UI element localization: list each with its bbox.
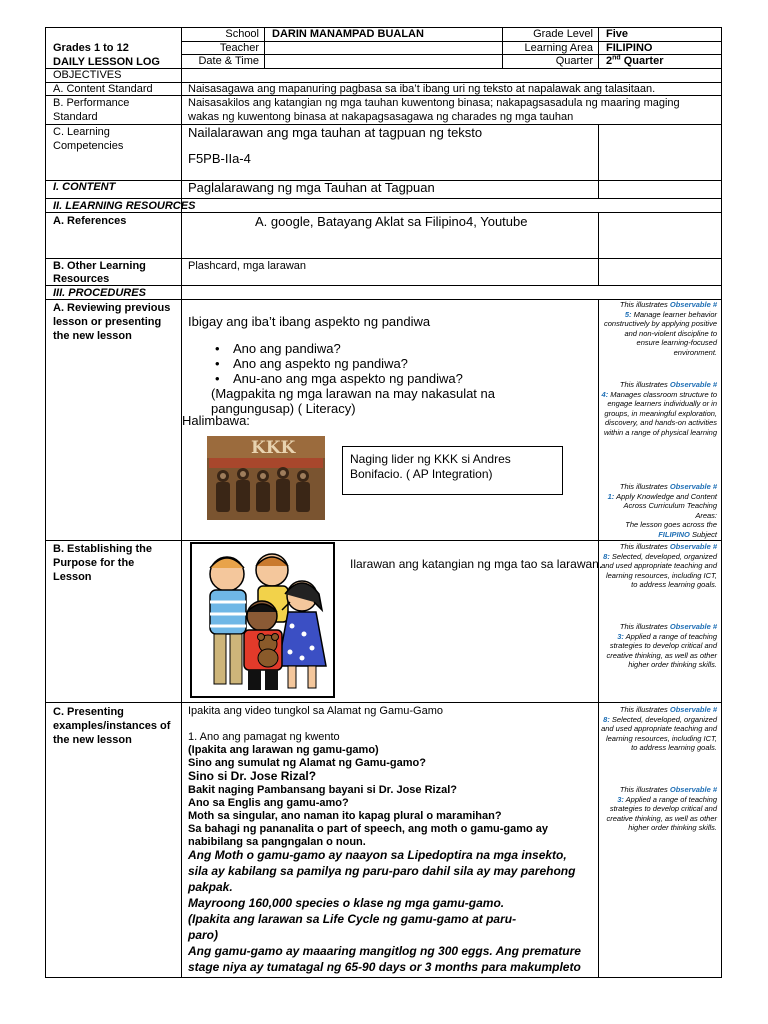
procedure-c-line: Mayroong 160,000 species o klase ng mga gamu-gamo. [188, 896, 505, 910]
competency-code: F5PB-IIa-4 [188, 151, 251, 166]
content-standard-label: A. Content Standard [53, 83, 153, 95]
kkk-illustration [207, 436, 325, 520]
kkk-caption: Naging lider ng KKK si Andres [350, 452, 511, 466]
procedure-c-line: (Ipakita ang larawan sa Life Cycle ng gamu-gamo at paru- [188, 912, 517, 926]
procedure-c-line: Ang gamu-gamo ay maaaring mangitlog ng 300 eggs. Ang premature [188, 944, 581, 958]
kkk-flag-text: KKK [251, 438, 296, 458]
children-illustration [190, 542, 335, 698]
competency-text: Nailalarawan ang mga tauhan at tagpuan ng teksto [188, 125, 483, 140]
references-label: A. References [53, 215, 127, 227]
procedure-a-note: (Magpakita ng mga larawan na may nakasulat na [211, 386, 495, 401]
procedure-c-line: Ang Moth o gamu-gamo ay naayon sa Lipedoptira na mga insekto, [188, 848, 567, 862]
procedure-a-label: A. Reviewing previous lesson or presenting the new lesson [53, 302, 171, 342]
competencies-label-2: Competencies [53, 140, 124, 152]
procedure-c-line: 1. Ano ang pamagat ng kwento [188, 731, 340, 743]
other-resources-label: B. Other Learning [53, 260, 146, 272]
datetime-label: Date & Time [198, 55, 259, 67]
other-resources-label-2: Resources [53, 273, 110, 285]
procedure-c-line: Bakit naging Pambansang bayani si Dr. Jose Rizal? [188, 784, 457, 796]
procedure-c-line: sila ay kabilang sa pamilya ng paru-paro dahil sila ay may parehong [188, 864, 576, 878]
procedure-c-line: Ano sa Englis ang gamu-amo? [188, 797, 349, 809]
procedure-c-line: paro) [188, 928, 218, 942]
log-title: DAILY LESSON LOG [53, 56, 160, 68]
procedure-c-line: Ipakita ang video tungkol sa Alamat ng Gamu-Gamo [188, 705, 443, 717]
competencies-label: C. Learning [53, 126, 110, 138]
school-label: School [225, 28, 259, 40]
observable-note-3: This illustrates Observable # 3: Applied a range of teaching strategies to develop critical and creative thinking, as well as other higher order thinking skills. [606, 622, 717, 669]
learning-resources-heading: II. LEARNING RESOURCES [53, 200, 196, 212]
learning-area-label: Learning Area [524, 42, 593, 54]
content-value: Paglalarawang ng mga Tauhan at Tagpuan [188, 180, 435, 195]
observable-note-4: This illustrates Observable # 4: Manages classroom structure to engage learners individually or in groups, in meaningful exploration, discovery, and hands-on activities within a range of physical learning [601, 380, 717, 437]
procedure-c-line: Moth sa singular, ano naman ito kapag plural o maramihan? [188, 810, 502, 822]
objectives-heading: OBJECTIVES [53, 69, 122, 81]
list-item: • Ano ang aspekto ng pandiwa? [211, 356, 463, 371]
observable-note-5: This illustrates Observable # 5: Manage learner behavior constructively by applying positive and non-violent discipline to ensure learning-focused environment. [604, 300, 717, 357]
list-item: • Anu-ano ang mga aspekto ng pandiwa? [211, 371, 463, 386]
procedure-c-line: pakpak. [188, 880, 233, 894]
procedure-c-line: Sino si Dr. Jose Rizal? [188, 769, 317, 783]
procedure-a-note-2: pangungusap) ( Literacy) [211, 401, 356, 416]
learning-area-value: FILIPINO [606, 42, 653, 54]
example-label: Halimbawa: [182, 413, 250, 428]
references-value: A. google, Batayang Aklat sa Filipino4, Youtube [255, 214, 528, 229]
observable-note-8: This illustrates Observable # 8: Selected, developed, organized and used appropriate teaching and learning resources, including ICT, to address learning goals. [601, 542, 717, 589]
school-value: DARIN MANAMPAD BUALAN [272, 28, 424, 40]
procedure-b-label: B. Establishing the Purpose for the Lesson [53, 543, 153, 583]
procedure-c-line: (Ipakita ang larawan ng gamu-gamo) [188, 744, 379, 756]
grade-level-value: Five [606, 28, 629, 40]
other-resources-value: Plashcard, mga larawan [188, 260, 307, 272]
list-item: • Ano ang pandiwa? [211, 341, 463, 356]
teacher-label: Teacher [219, 42, 259, 54]
procedure-c-label: C. Presenting examples/instances of the new lesson [53, 706, 171, 746]
observable-note-8-c: This illustrates Observable # 8: Selected, developed, organized and used appropriate teaching and learning resources, including ICT, to address learning goals. [601, 705, 717, 752]
quarter-label: Quarter [555, 55, 593, 67]
performance-standard-text-2: wakas ng kuwentong binasa at nakapagsasagawa ng charades ng mga tauhan [188, 111, 574, 123]
performance-standard-text: Naisasakilos ang katangian ng mga tauhan kuwentong binasa; nakapagsasadula ng maaring maging [188, 97, 680, 109]
procedure-c-line: Sa bahagi ng pananalita o part of speech, ang moth o gamu-gamo ay [188, 823, 548, 835]
procedure-a-intro: Ibigay ang iba’t ibang aspekto ng pandiwa [188, 314, 431, 329]
kkk-caption-2: Bonifacio. ( AP Integration) [350, 467, 493, 481]
observable-note-3-c: This illustrates Observable # 3: Applied a range of teaching strategies to develop critical and creative thinking, as well as other higher order thinking skills. [606, 785, 717, 832]
grades-label: Grades 1 to 12 [53, 42, 129, 54]
aspect-question-list [211, 341, 463, 386]
kkk-caption-box [342, 446, 563, 495]
grade-level-label: Grade Level [533, 28, 593, 40]
content-standard-text: Naisasagawa ang mapanuring pagbasa sa iba’t ibang uri ng teksto at napalawak ang talasitaan. [188, 83, 656, 95]
performance-standard-label: B. Performance [53, 97, 130, 109]
performance-standard-label-2: Standard [53, 111, 98, 123]
content-label: I. CONTENT [53, 181, 116, 193]
procedure-c-line: stage niya ay tumatagal ng 65-90 days or 3 months para makumpleto [188, 960, 581, 974]
quarter-value: 2nd Quarter [606, 54, 664, 67]
procedure-b-text: Ilarawan ang katangian ng mga tao sa larawan. [350, 557, 603, 571]
procedure-c-line: nabibilang sa pangngalan o noun. [188, 836, 366, 848]
observable-note-1: This illustrates Observable # 1: Apply Knowledge and Content Across Curriculum Teaching Areas: The lesson goes across the FILIPINO Subject [607, 482, 717, 539]
procedures-heading: III. PROCEDURES [53, 287, 146, 299]
procedure-c-line: Sino ang sumulat ng Alamat ng Gamu-gamo? [188, 757, 426, 769]
